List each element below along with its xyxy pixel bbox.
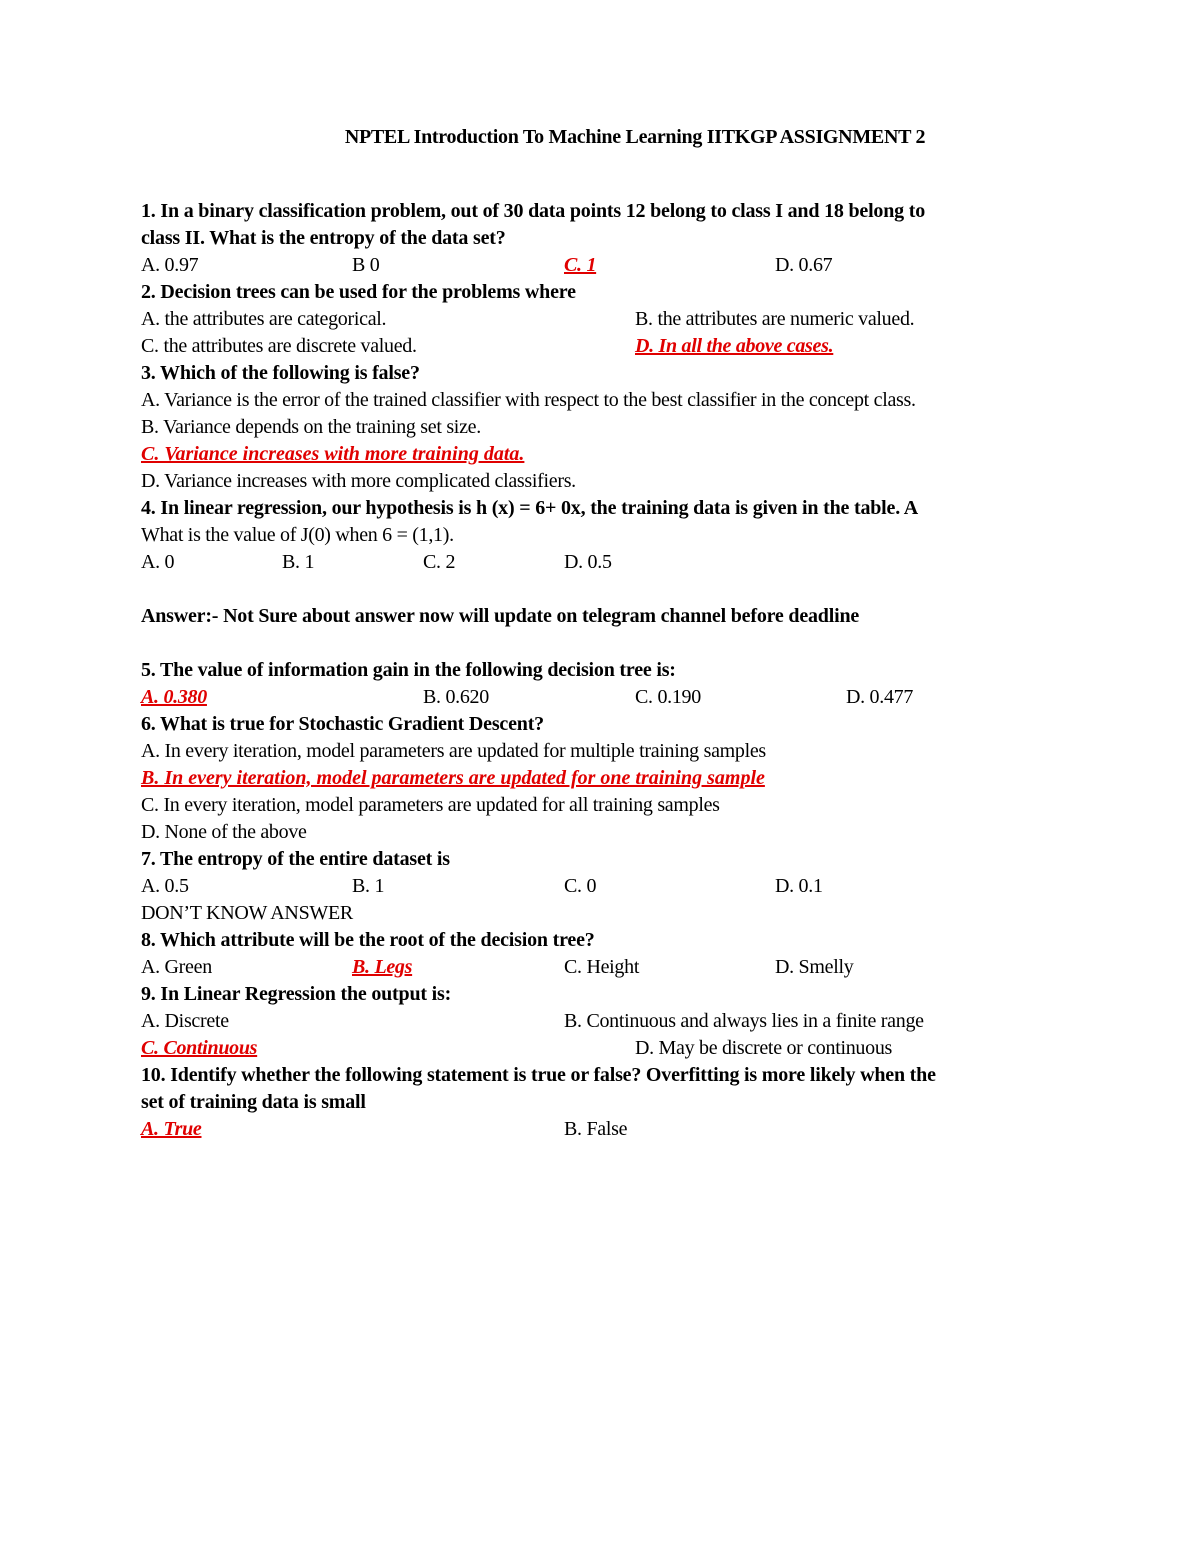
question-7-text: 7. The entropy of the entire dataset is	[141, 848, 450, 870]
question-6-option-a: A. In every iteration, model parameters are updated for multiple training samples	[141, 740, 766, 762]
question-2-option-d-answer: D. In all the above cases.	[635, 335, 834, 357]
question-2-text: 2. Decision trees can be used for the problems where	[141, 281, 576, 303]
question-8-option-c: C. Height	[564, 956, 640, 978]
question-10-line-2: set of training data is small	[141, 1091, 366, 1113]
question-1-option-d: D. 0.67	[775, 254, 833, 276]
question-list	[141, 198, 1131, 1143]
question-9-option-c-answer: C. Continuous	[141, 1037, 258, 1059]
question-9-option-b: B. Continuous and always lies in a finite range	[564, 1010, 924, 1032]
question-7-options	[141, 873, 1131, 900]
question-6-option-c: C. In every iteration, model parameters are updated for all training samples	[141, 794, 720, 816]
question-5-options	[141, 684, 1131, 711]
question-3-option-a: A. Variance is the error of the trained classifier with respect to the best classifier in the concept class.	[141, 389, 916, 411]
question-1-option-b: B 0	[352, 254, 380, 276]
question-2-options-row-2	[141, 333, 1131, 360]
question-6-text: 6. What is true for Stochastic Gradient Descent?	[141, 713, 544, 735]
question-2-option-b: B. the attributes are numeric valued.	[635, 308, 915, 330]
question-5-option-b: B. 0.620	[423, 686, 489, 708]
question-8-option-d: D. Smelly	[775, 956, 854, 978]
question-4-option-a: A. 0	[141, 551, 175, 573]
question-7-option-d: D. 0.1	[775, 875, 823, 897]
question-10-option-b: B. False	[564, 1118, 628, 1140]
question-4-option-d: D. 0.5	[564, 551, 612, 573]
question-4-option-b: B. 1	[282, 551, 315, 573]
question-2-option-c: C. the attributes are discrete valued.	[141, 335, 417, 357]
question-7-option-a: A. 0.5	[141, 875, 189, 897]
question-6-option-b-answer: B. In every iteration, model parameters are updated for one training sample	[141, 767, 765, 789]
question-7-option-b: B. 1	[352, 875, 385, 897]
question-5-option-d: D. 0.477	[846, 686, 914, 708]
question-10-options	[141, 1116, 1131, 1143]
question-8-option-a: A. Green	[141, 956, 212, 978]
question-4-option-c: C. 2	[423, 551, 456, 573]
question-9-options-row-2	[141, 1035, 1131, 1062]
question-9-option-a: A. Discrete	[141, 1010, 229, 1032]
question-8-options	[141, 954, 1131, 981]
question-2-option-a: A. the attributes are categorical.	[141, 308, 387, 330]
question-1-option-c-answer: C. 1	[564, 254, 597, 276]
question-5-option-a-answer: A. 0.380	[141, 686, 207, 708]
question-3-option-d: D. Variance increases with more complicated classifiers.	[141, 470, 576, 492]
question-9-options-row-1	[141, 1008, 1131, 1035]
question-8-text: 8. Which attribute will be the root of the decision tree?	[141, 929, 595, 951]
question-4-text: 4. In linear regression, our hypothesis is h (x) = 6+ 0x, the training data is given in the table. A	[141, 497, 918, 519]
question-3-option-c-answer: C. Variance increases with more training data.	[141, 443, 525, 465]
question-4-options	[141, 549, 1131, 576]
question-4-text-line-2: What is the value of J(0) when 6 = (1,1).	[141, 524, 454, 546]
question-4-answer-note: Answer:- Not Sure about answer now will update on telegram channel before deadline	[141, 605, 860, 627]
question-2-options-row-1	[141, 306, 1131, 333]
question-5-option-c: C. 0.190	[635, 686, 701, 708]
question-3-option-b: B. Variance depends on the training set size.	[141, 416, 481, 438]
question-10-line-1: 10. Identify whether the following statement is true or false? Overfitting is more likely when the	[141, 1064, 936, 1086]
question-6-option-d: D. None of the above	[141, 821, 307, 843]
question-9-option-d: D. May be discrete or continuous	[635, 1037, 893, 1059]
question-7-answer-note: DON’T KNOW ANSWER	[141, 902, 353, 924]
question-10-option-a-answer: A. True	[141, 1118, 202, 1140]
page-title: NPTEL Introduction To Machine Learning IITKGP ASSIGNMENT 2	[344, 126, 926, 148]
question-1-line-2: class II. What is the entropy of the data set?	[141, 227, 506, 249]
question-5-text: 5. The value of information gain in the following decision tree is:	[141, 659, 676, 681]
question-1-option-a: A. 0.97	[141, 254, 199, 276]
question-9-text: 9. In Linear Regression the output is:	[141, 983, 452, 1005]
question-1-options	[141, 252, 1131, 279]
question-8-option-b-answer: B. Legs	[352, 956, 413, 978]
question-7-option-c: C. 0	[564, 875, 597, 897]
question-1-line-1: 1. In a binary classification problem, out of 30 data points 12 belong to class I and 18 belong to	[141, 200, 926, 222]
question-3-text: 3. Which of the following is false?	[141, 362, 420, 384]
